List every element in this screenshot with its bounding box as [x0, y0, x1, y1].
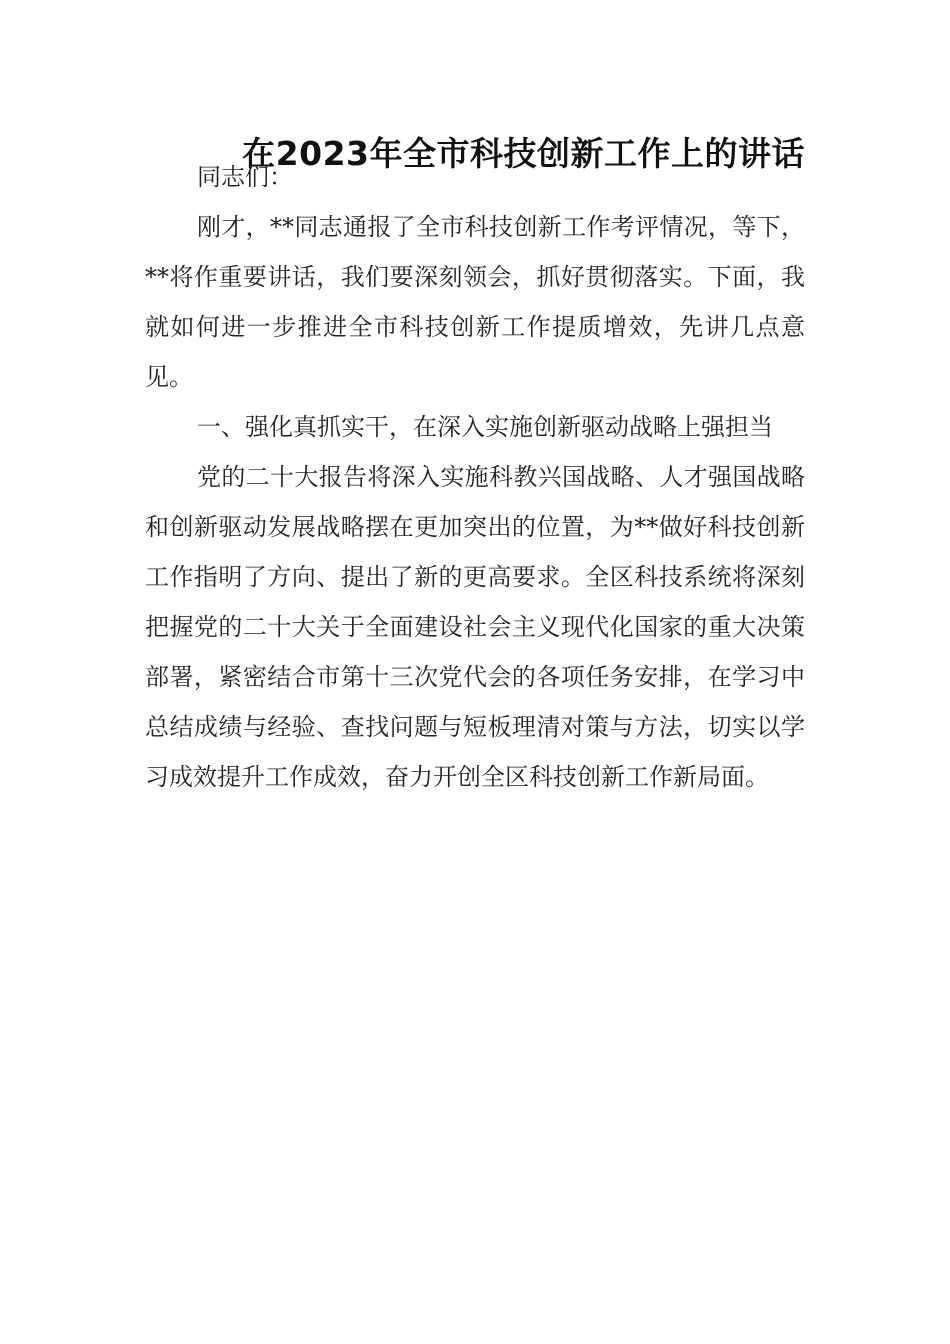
paragraph-section-1: 党的二十大报告将深入实施科教兴国战略、人才强国战略和创新驱动发展战略摆在更加突出的位置，为**做好科技创新工作指明了方向、提出了新的更高要求。全区科技系统将深刻把握党的二十大关于全面建设社会主义现代化国家的重大决策部署，紧密结合市第十三次党代会的各项任务安排，在学习中总结成绩与经验、查找问题与短板理清对策与方法，切实以学习成效提升工作成效，奋力开创全区科技创新工作新局面。 [145, 463, 805, 791]
paragraph-opening: 刚才，**同志通报了全市科技创新工作考评情况，等下，**将作重要讲话，我们要深刻领会，抓好贯彻落实。下面，我就如何进一步推进全市科技创新工作提质增效，先讲几点意见。 [145, 213, 805, 391]
document-body [145, 152, 805, 802]
salutation: 同志们： [197, 163, 293, 191]
document-title: 在2023年全市科技创新工作上的讲话 [242, 134, 805, 173]
section-heading-1: 一、强化真抓实干，在深入实施创新驱动战略上强担当 [197, 413, 773, 441]
